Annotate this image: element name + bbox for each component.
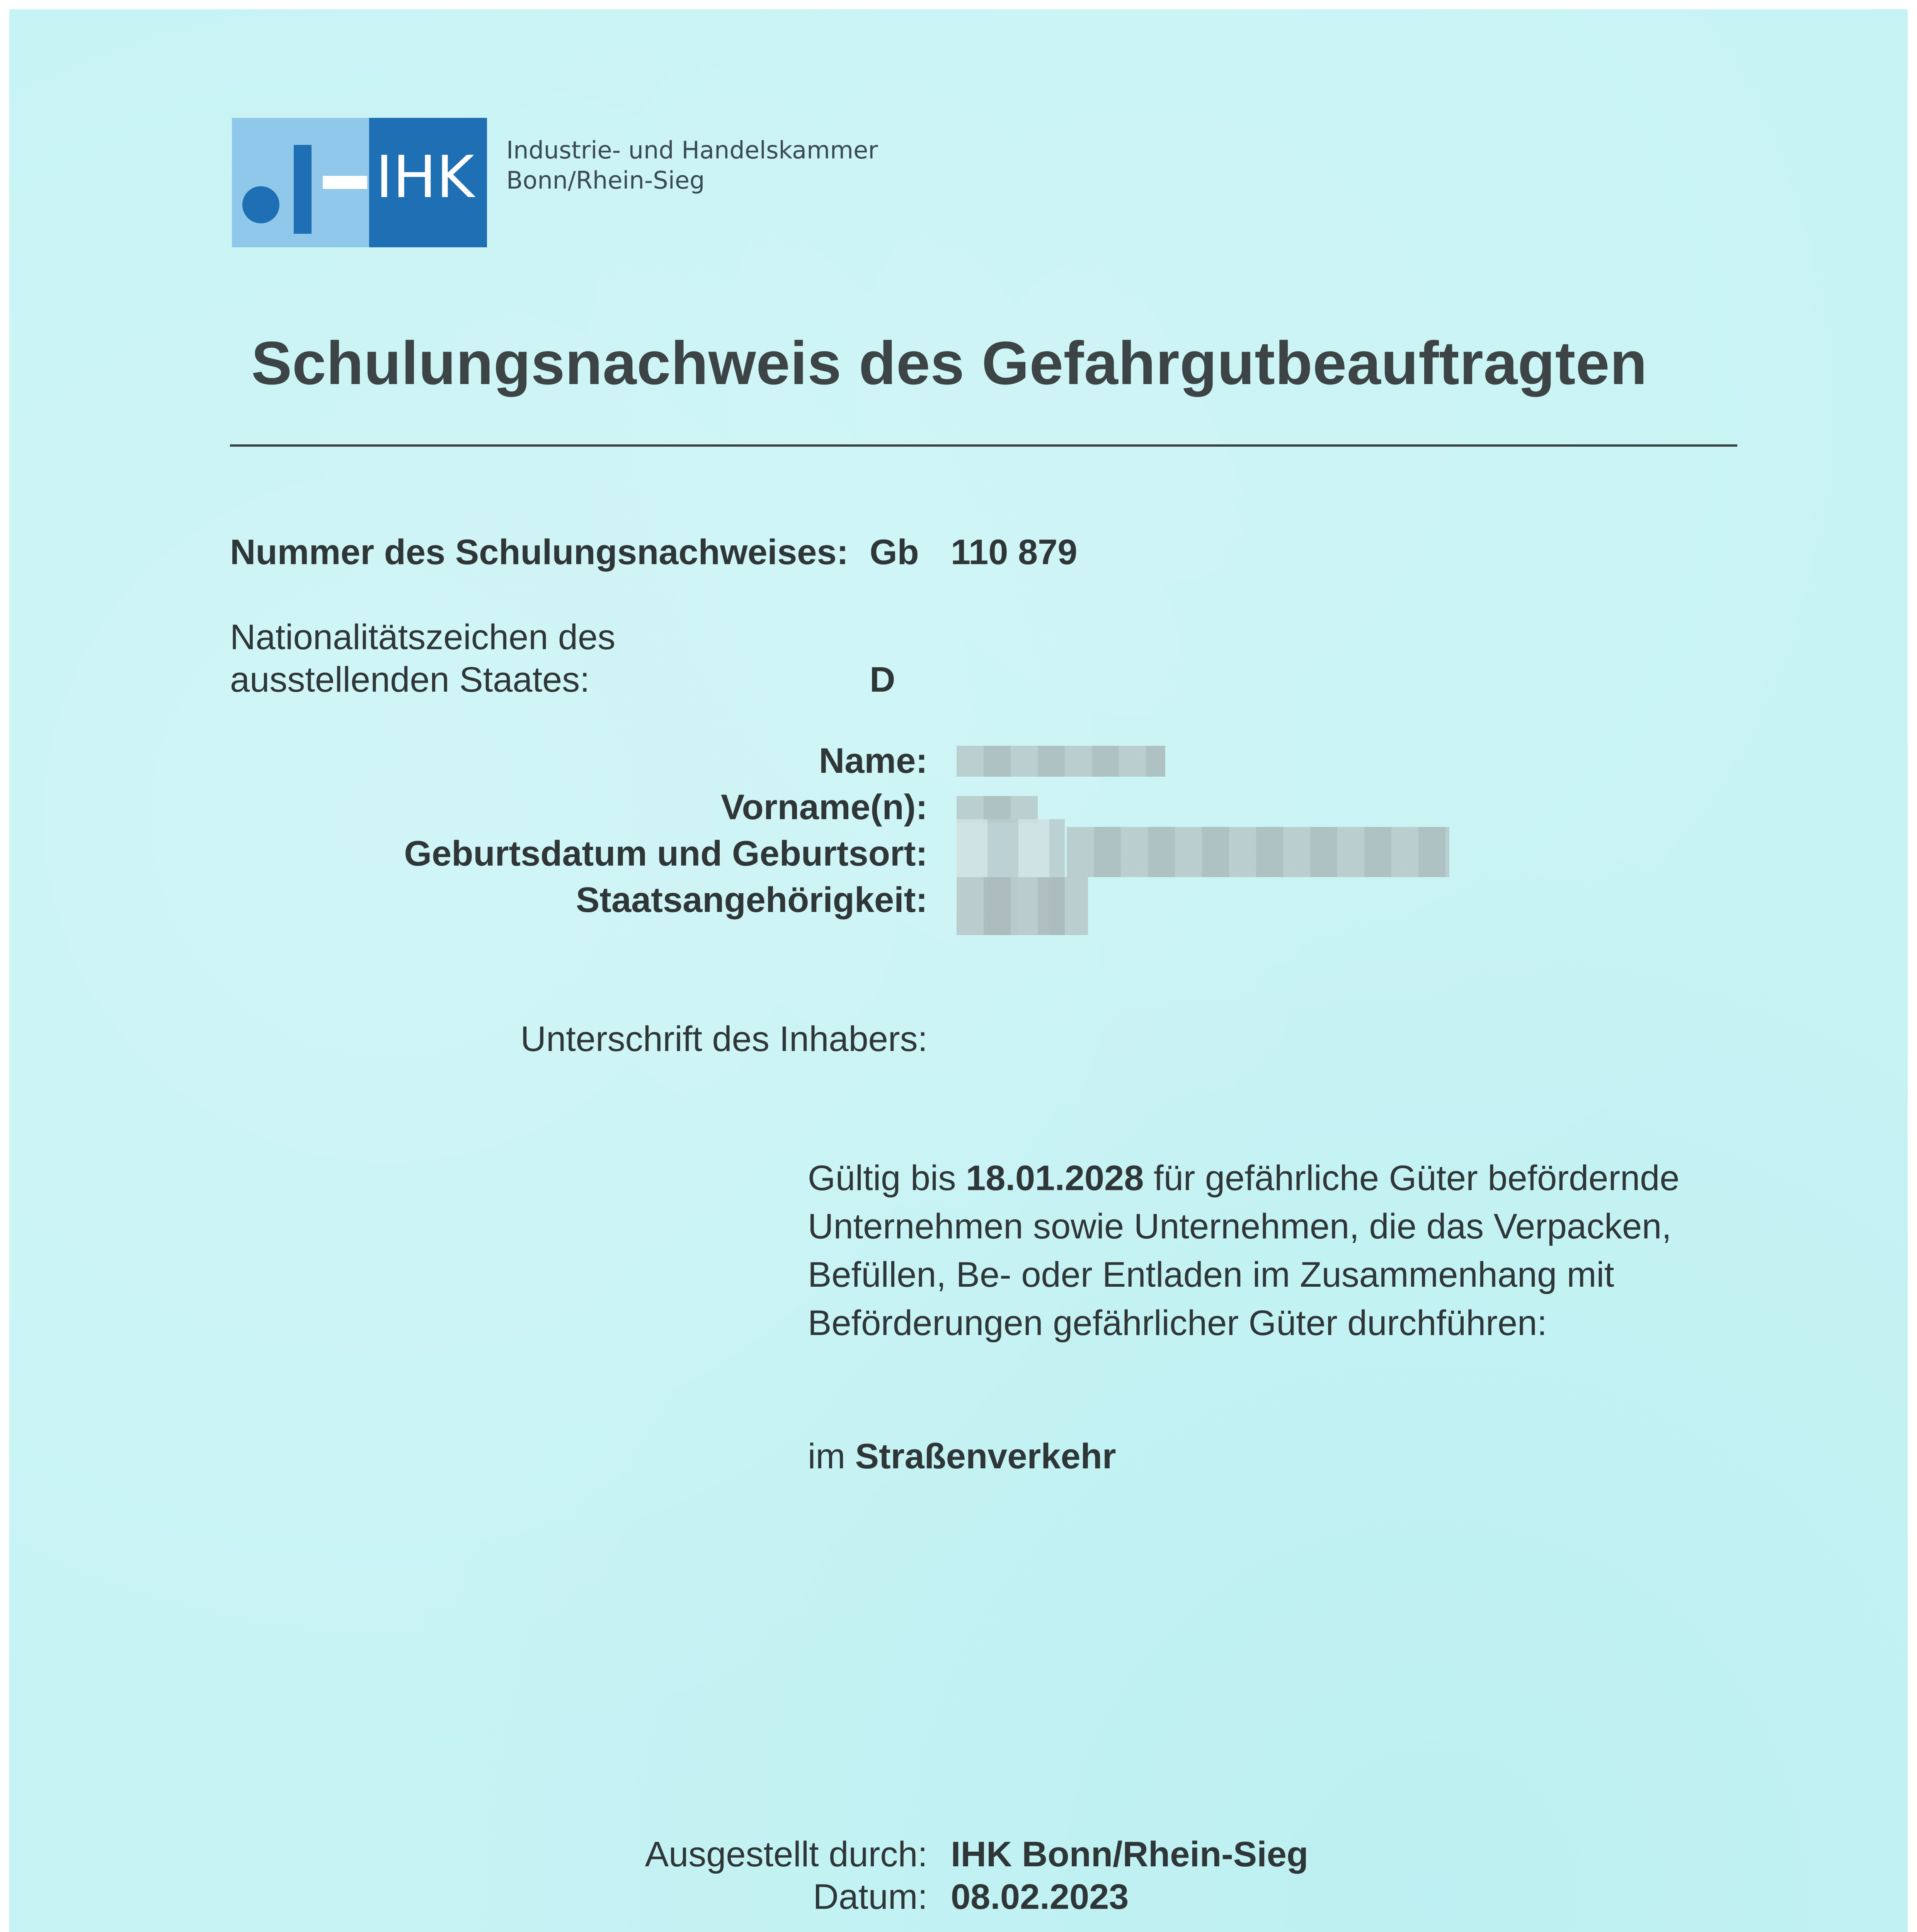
certificate-sheet (9, 9, 1908, 1932)
validity-date: 18.01.2028 (966, 1158, 1144, 1198)
transport-mode (808, 1434, 1116, 1479)
validity-line4: Beförderungen gefährlicher Güter durchführen: (808, 1303, 1547, 1343)
title-divider (230, 444, 1737, 447)
birth-label: Geburtsdatum und Geburtsort: (404, 834, 928, 873)
citizenship-label: Staatsangehörigkeit: (576, 880, 928, 920)
issued-by-value: IHK Bonn/Rhein-Sieg (951, 1835, 1309, 1874)
birth-redacted (1067, 827, 1449, 877)
name-redacted (957, 746, 1165, 777)
transport-mode-value: Straßenverkehr (855, 1437, 1116, 1476)
validity-prefix: Gültig bis (808, 1158, 956, 1198)
citizenship-redacted (957, 877, 1088, 935)
issue-date-label: Datum: (813, 1877, 928, 1917)
nationality-label-line2: ausstellenden Staates: (230, 660, 590, 699)
name-label: Name: (819, 741, 928, 781)
nationality-value: D (870, 660, 896, 699)
holder-signature-label: Unterschrift des Inhabers: (520, 1019, 928, 1059)
certificate-number-prefix: Gb (870, 532, 919, 572)
firstname-label: Vorname(n): (721, 787, 928, 827)
certificate-number-label: Nummer des Schulungsnachweises: (230, 532, 849, 572)
transport-mode-prefix: im (808, 1437, 846, 1476)
validity-line3: Befüllen, Be- oder Entladen im Zusammenhang mit (808, 1255, 1614, 1294)
ihk-logo (232, 118, 487, 247)
issuer-name-line1: Industrie- und Handelskammer (506, 136, 878, 164)
validity-line1 (808, 1155, 1679, 1201)
issuer-name-line2: Bonn/Rhein-Sieg (506, 166, 705, 194)
nationality-label-line1: Nationalitätszeichen des (230, 617, 616, 657)
issued-by-label: Ausgestellt durch: (645, 1835, 928, 1874)
issuer-name (506, 135, 878, 196)
page-title: Schulungsnachweis des Gefahrgutbeauftragten (251, 329, 1648, 397)
svg-text:IHK: IHK (376, 144, 475, 211)
validity-line1-rest: für gefährliche Güter befördernde (1154, 1158, 1680, 1198)
certificate-number-value: 110 879 (951, 532, 1078, 572)
issue-date-value: 08.02.2023 (951, 1877, 1129, 1917)
validity-line2: Unternehmen sowie Unternehmen, die das Verpacken, (808, 1207, 1672, 1246)
